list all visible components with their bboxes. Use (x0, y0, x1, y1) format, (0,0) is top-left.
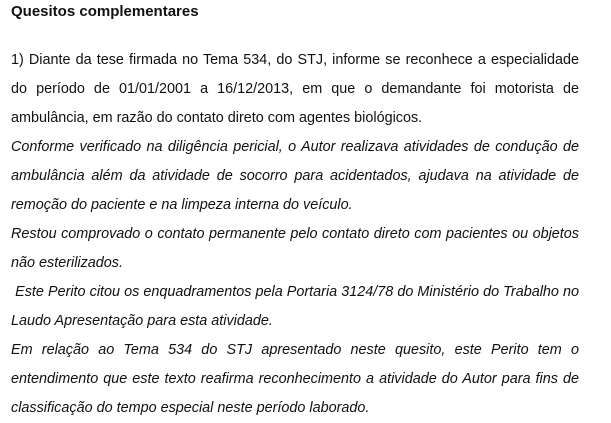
answer-paragraph-3: Este Perito citou os enquadramentos pela Portaria 3124/78 do Ministério do Trabalho no Laudo Apresentação para esta atividade. (11, 284, 583, 329)
question-paragraph: 1) Diante da tese firmada no Tema 534, do STJ, informe se reconhece a especialidade do período de 01/01/2001 a 16/12/2013, em que o demandante foi motorista de ambulância, em razão do contato direto com agentes biológicos. (11, 52, 579, 126)
answer-paragraph-2: Restou comprovado o contato permanente pelo contato direto com pacientes ou objetos não esterilizados. (11, 226, 579, 271)
section-heading: Quesitos complementares (11, 3, 199, 20)
document-page (11, 0, 583, 423)
answer-paragraph-4: Em relação ao Tema 534 do STJ apresentado neste quesito, este Perito tem o entendimento que este texto reafirma reconhecimento a atividade do Autor para fins de classificação do tempo especial neste período laborado. (11, 342, 579, 416)
answer-paragraph-1: Conforme verificado na diligência pericial, o Autor realizava atividades de condução de ambulância além da atividade de socorro para acidentados, ajudava na atividade de remoção do paciente e na limpeza interna do veículo. (11, 139, 579, 213)
